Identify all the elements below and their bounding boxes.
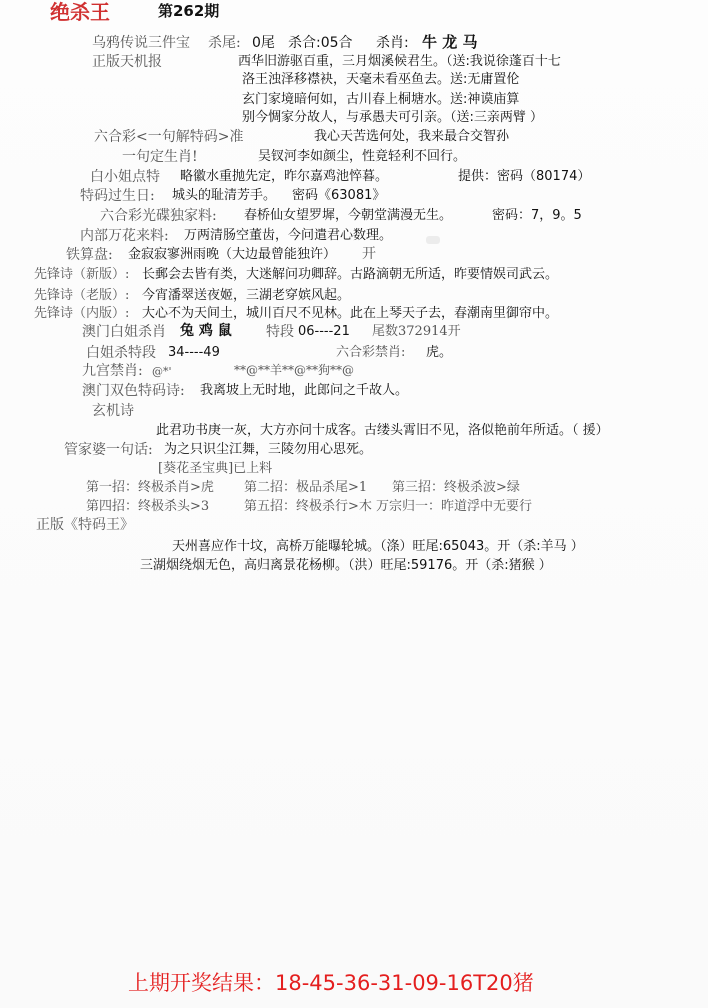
king-line-2: 三湖烟绕烟无色，高归离景花杨柳。（洪）旺尾:59176。开（杀:猪猴 ） [140, 558, 552, 573]
vanguard-old-label: 先锋诗（老版）: [34, 288, 130, 303]
inner-label: 内部万花来料: [80, 228, 169, 244]
issue-number: 第262期 [158, 2, 220, 20]
ink-smudge [426, 236, 440, 244]
macau-white-zodiacs: 兔 鸡 鼠 [180, 323, 232, 339]
white-lady-provide: 提供：密码（80174） [458, 169, 591, 184]
genuine-line-4: 别今惆家分故人，与承愚夫可引亲。（送:三亲两臂 ） [242, 110, 544, 125]
vanguard-new-text: 长郵会去皆有类，大迷解问功卿辞。古路滴朝无所适，昨要情娱司武云。 [142, 267, 559, 282]
one-sentence-text: 我心天苦选何处，我来最合交智孙 [314, 129, 510, 144]
cd-label: 六合彩光碟独家料: [100, 208, 217, 224]
special-day-text: 城头的耻清芳手。 [172, 188, 277, 203]
cd-text: 春桥仙女望罗墀，今朝堂满漫无生。 [244, 208, 453, 223]
cd-code: 密码：7，9。5 [492, 208, 582, 223]
move-2: 第二招：极品杀尾>1 [244, 480, 368, 495]
special-day-code: 密码《63081》 [292, 188, 386, 203]
king-label: 正版《特码王》 [36, 517, 134, 533]
macau-double-label: 澳门双色特码诗: [82, 383, 185, 399]
move-6: 万宗归一：昨道浮中无要行 [376, 499, 533, 514]
crow-kill-zodiac: 牛 龙 马 [422, 33, 478, 51]
butler-label: 管家婆一句话: [64, 442, 153, 458]
vanguard-inner-label: 先锋诗（内版）: [34, 306, 130, 321]
crow-tail-label: 杀尾: [208, 35, 241, 51]
ban-zodiac-label: 六合彩禁肖: [336, 345, 406, 360]
macau-white-label: 澳门白姐杀肖 [82, 324, 166, 340]
vanguard-old-text: 今宵潘翠送夜姬，三湖老穿嫔风起。 [142, 288, 351, 303]
king-line-1: 天州喜应作十坟，高桥万能曝轮城。（涤）旺尾:65043。开（杀:羊马 ） [172, 539, 584, 554]
sunflower-label: [葵花圣宝典]已上料 [158, 461, 273, 476]
mystic-text: 此君功书庚一灰，大方亦问十成客。古缕头霄旧不见，洛似艳前年所适。（ 援） [156, 423, 609, 438]
last-draw-result: 上期开奖结果：18-45-36-31-09-16T20猪 [128, 971, 534, 995]
move-5: 第五招：终极杀行>木 [244, 499, 372, 514]
move-3: 第三招：终极杀波>绿 [392, 480, 520, 495]
nine-palace-label: 九宫禁肖: [82, 363, 143, 379]
crow-kill-zodiac-label: 杀肖: [376, 35, 409, 51]
nine-palace-b: **@**羊**@**狗**@ [234, 363, 355, 377]
genuine-line-1: 西华旧游驱百重，三月烟溪候君生。（送:我说徐蓬百十七 [238, 54, 561, 69]
butler-text: 为之只识尘江舞，三陵勿用心思死。 [164, 442, 373, 457]
crow-label: 乌鸦传说三件宝 [92, 35, 190, 51]
page-title: 绝杀王 [50, 0, 110, 24]
nine-palace-a: @*' [152, 365, 172, 378]
genuine-line-2: 洛王浊泽移襟袂，天毫未看巫鱼去。送:无庸置伦 [242, 72, 520, 87]
white-seg-label: 白姐杀特段 [86, 345, 156, 361]
special-day-label: 特码过生日: [80, 188, 155, 204]
macau-double-text: 我离坡上无时地，此郎问之千故人。 [200, 383, 409, 398]
mystic-label: 玄机诗 [92, 403, 134, 419]
one-sentence-label-2: 一句定生肖! [122, 149, 198, 165]
macau-white-seg-label: 特段 [266, 324, 294, 340]
crow-kill-combo: 杀合:05合 [288, 35, 353, 51]
vanguard-new-label: 先锋诗（新版）: [34, 267, 130, 282]
iron-label: 铁算盘: [66, 247, 113, 263]
white-seg-value: 34----49 [168, 345, 220, 360]
vanguard-inner-text: 大心不为天间土，城川百尺不见林。此在上琴天子去，春潮南里御帘中。 [142, 306, 559, 321]
inner-text: 万两清肠空董齿，今问遣君心数理。 [184, 228, 393, 243]
genuine-label: 正版天机报 [92, 54, 162, 70]
macau-white-seg: 06----21 [298, 324, 350, 339]
move-1: 第一招：终极杀肖>虎 [86, 480, 214, 495]
one-sentence-label: 六合彩<一句解特码>准 [94, 129, 244, 145]
ban-zodiac-value: 虎。 [426, 345, 453, 360]
white-lady-label: 白小姐点特 [90, 169, 160, 185]
macau-white-tail: 尾数372914开 [372, 324, 461, 339]
move-4: 第四招：终极杀头>3 [86, 499, 210, 514]
crow-tail-value: 0尾 [252, 35, 275, 51]
genuine-line-3: 玄门家境暗何如，古川春上桐塘水。送:神谟庙算 [242, 92, 520, 107]
one-sentence-text-2: 吴钗河李如颜尘，性竟轻利不回行。 [258, 149, 467, 164]
iron-text: 金寂寂寥洲雨晚（大边最曾能独许） [128, 247, 337, 262]
iron-suffix: 开 [362, 246, 376, 262]
white-lady-text: 略徽水重抛先定，昨尔嘉鸡池悴暮。 [180, 169, 389, 184]
